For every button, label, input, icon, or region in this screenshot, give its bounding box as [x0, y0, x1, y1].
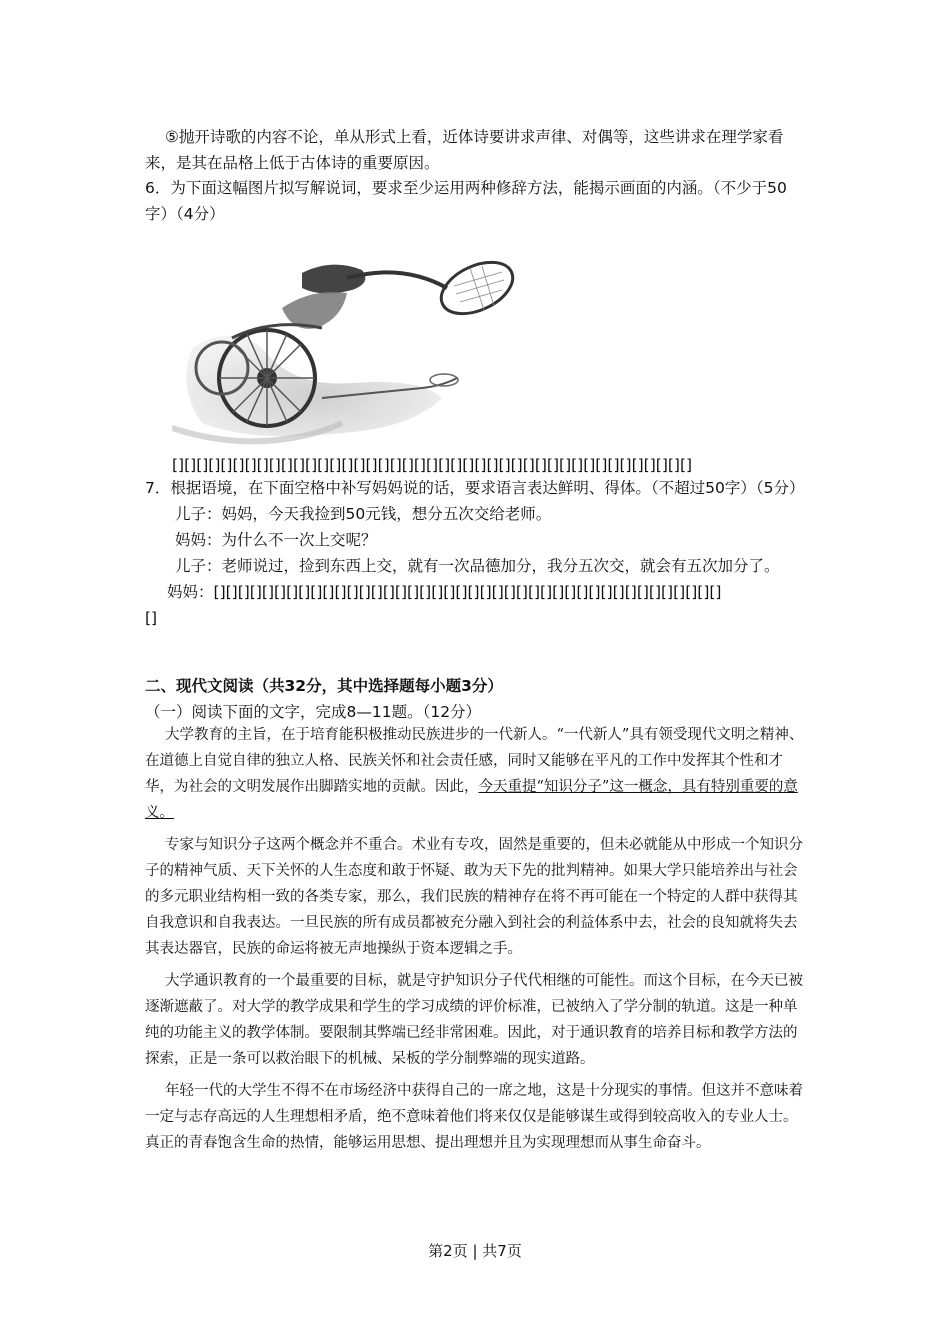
passage-p3: 大学通识教育的一个最重要的目标，就是守护知识分子代代相继的可能性。而这个目标，在今天已被逐渐遮蔽了。对大学的教学成果和学生的学习成绩的评价标准，已被纳入了学分制的轨道。这是一种单纯的功能主义的教学体制。要限制其弊端已经非常困难。因此，对于通识教育的培养目标和教学方法的探索，正是一条可以救治眼下的机械、呆板的学分制弊端的现实道路。	[145, 973, 803, 1067]
q6-answer-boxes[interactable]: [][][][][][][][][][][][][][][][][][][][][][][][][][][][][][][][][][][][][][][][][][][]	[172, 456, 693, 474]
passage-p2: 专家与知识分子这两个概念并不重合。术业有专攻，固然是重要的，但未必就能从中形成一个知识分子的精神气质、天下关怀的人生态度和敢于怀疑、敢为天下先的批判精神。如果大学只能培养出与社会的多元职业结构相一致的各类专家，那么，我们民族的精神存在将不再可能在一个特定的人群中获得其自我意识和自我表达。一旦民族的所有成员都被充分融入到社会的利益体系中去，社会的良知就将失去其表达器官，民族的命运将被无声地操纵于资本逻辑之手。	[145, 837, 803, 957]
q6-prompt: 6．为下面这幅图片拟写解说词，要求至少运用两种修辞方法，能揭示画面的内涵。（不少于50字）（4分）	[145, 179, 787, 223]
q7	[145, 475, 810, 631]
section2-sub1: （一）阅读下面的文字，完成8—11题。（12分）	[145, 703, 482, 721]
section2	[145, 673, 810, 725]
q7-line3: 儿子：老师说过，捡到东西上交，就有一次品德加分，我分五次交，就会有五次加分了。	[175, 557, 780, 575]
q6	[145, 175, 810, 227]
q5-item	[145, 124, 810, 176]
passage-p1-text: 大学教育的主旨，在于培育能积极推动民族进步的一代新人。“一代新人”具有领受现代文明之精神、在道德上自觉自律的独立人格、民族关怀和社会责任感，同时又能够在平凡的工作中发挥其个性和才华，为社会的文明发展作出脚踏实地的贡献。因此，	[145, 727, 804, 795]
q7-line1: 儿子：妈妈，今天我捡到50元钱，想分五次交给老师。	[175, 505, 552, 523]
q5-item5-text: ⑤抛开诗歌的内容不论，单从形式上看，近体诗要讲求声律、对偶等，这些讲求在理学家看来，是其在品格上低于古体诗的重要原因。	[145, 128, 784, 172]
passage-p1	[145, 722, 810, 826]
passage	[145, 722, 810, 1156]
q7-answer-tail[interactable]: []	[145, 609, 158, 627]
q7-line2: 妈妈：为什么不一次上交呢？	[175, 531, 377, 549]
q7-line4[interactable]	[145, 579, 810, 605]
q7-answer-boxes[interactable]: [][][][][][][][][][][][][][][][][][][][][][][][][][][][][][][][][][][][][][][][][][]	[213, 583, 722, 601]
passage-p4: 年轻一代的大学生不得不在市场经济中获得自己的一席之地，这是十分现实的事情。但这并不意味着一定与志存高远的人生理想相矛盾，绝不意味着他们将来仅仅是能够谋生或得到较高收入的专业人士。真正的青春饱含生命的热情，能够运用思想、提出理想并且为实现理想而从事生命奋斗。	[145, 1083, 803, 1151]
page-footer: 第2页 | 共7页	[428, 1242, 522, 1260]
wheelchair-tennis-illustration-icon	[172, 228, 532, 448]
q7-prompt: 7．根据语境，在下面空格中补写妈妈说的话，要求语言表达鲜明、得体。（不超过50字）（5分）	[145, 479, 805, 497]
section2-title: 二、现代文阅读（共32分，其中选择题每小题3分）	[145, 677, 503, 695]
q7-mom-label: 妈妈：	[167, 583, 214, 601]
passage-p1-underlined: 今天重提“知识分子”这一概念，具有特别重要的意义。	[145, 779, 798, 821]
